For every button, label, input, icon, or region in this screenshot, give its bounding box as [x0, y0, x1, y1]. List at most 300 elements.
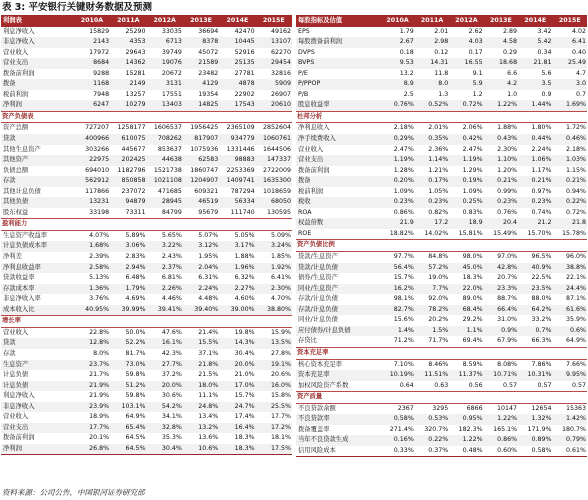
value-cell: 20.2%: [428, 316, 449, 324]
value-cell: 50.0%: [125, 328, 146, 336]
value-cell: 3131: [147, 79, 183, 90]
value-cell: 98883: [219, 155, 255, 166]
value-cell: 0.20%: [380, 176, 414, 187]
value-cell: 81.7%: [125, 349, 146, 357]
value-cell: 31.0%: [497, 316, 518, 324]
value-cell: 1.96%: [219, 263, 255, 274]
value-cell: 95679: [198, 208, 219, 216]
value-cell: 22975: [74, 155, 110, 166]
year-header: 2013E: [183, 16, 219, 27]
value-cell: 0.23%: [415, 197, 449, 208]
value-cell: 5.09%: [270, 231, 291, 239]
value-cell: 47.6%: [161, 328, 182, 336]
section-header-row: [296, 392, 587, 404]
section-header-row: [1, 219, 292, 231]
value-cell: 4129: [183, 79, 219, 90]
value-cell: 1.68%: [74, 241, 110, 252]
value-cell: 0.22%: [553, 197, 588, 208]
value-cell: 2.83%: [125, 253, 146, 261]
value-cell: 1.20%: [497, 166, 518, 174]
row-label: 生息资产: [1, 360, 74, 371]
value-cell: 42.3%: [161, 349, 182, 357]
row-label: 贷款: [1, 338, 74, 349]
row-label: 营业收入: [298, 145, 324, 153]
value-cell: 96.5%: [531, 253, 552, 261]
value-cell: 27781: [234, 69, 255, 77]
row-label: 存款/计息负债: [296, 305, 380, 316]
value-cell: 5909: [256, 79, 292, 90]
table-row: [296, 90, 587, 101]
value-cell: 0.83%: [462, 208, 483, 216]
value-cell: 18.3%: [462, 274, 483, 282]
value-cell: 67.9%: [497, 337, 518, 345]
value-cell: 45072: [198, 48, 219, 56]
value-cell: 11.8: [434, 69, 449, 77]
value-cell: 0.72%: [565, 208, 586, 216]
table-row: [296, 145, 587, 156]
value-cell: 18.68: [484, 58, 518, 69]
value-cell: 0.21%: [518, 176, 552, 187]
row-label: 资产总额: [3, 124, 29, 132]
value-cell: 1.21%: [428, 166, 449, 174]
value-cell: 27.8%: [270, 349, 291, 357]
value-cell: 0.9%: [484, 326, 518, 337]
value-cell: 8.0: [415, 79, 449, 90]
value-cell: 21.0%: [234, 371, 255, 379]
value-cell: 5.07%: [198, 231, 219, 239]
value-cell: 66.3%: [531, 337, 552, 345]
table-row: [1, 381, 292, 392]
value-cell: 0.53%: [415, 414, 449, 425]
table-row: [296, 370, 587, 381]
value-cell: 71.7%: [428, 337, 449, 345]
value-cell: 33.2%: [531, 316, 552, 324]
row-label: 营业支出: [296, 155, 380, 166]
row-label: 负债总额: [3, 166, 29, 174]
value-cell: 78.2%: [415, 305, 449, 316]
value-cell: 13.6%: [198, 434, 219, 442]
row-label: 利息净收入: [3, 27, 35, 35]
value-cell: 0.18: [399, 48, 414, 56]
value-cell: 32816: [270, 69, 291, 77]
value-cell: 202425: [110, 155, 146, 166]
value-cell: 15.49%: [493, 229, 518, 237]
value-cell: 18.3%: [234, 434, 255, 442]
table-row: [1, 402, 292, 413]
value-cell: 37.2%: [161, 371, 182, 379]
value-cell: 2.47%: [462, 145, 483, 153]
section-header-row: [296, 347, 587, 359]
left-table-body: [1, 16, 292, 454]
value-cell: 7.7%: [415, 284, 449, 295]
value-cell: 6.32%: [234, 274, 255, 282]
value-cell: 36694: [198, 27, 219, 35]
value-cell: 0.57: [537, 381, 552, 389]
value-cell: 0.99%: [497, 187, 518, 195]
row-label: 税前利润: [298, 187, 324, 195]
right-table-body: [296, 16, 587, 456]
value-cell: 65.4%: [110, 423, 146, 434]
value-cell: 17.7%: [270, 413, 291, 421]
value-cell: 0.46%: [553, 134, 588, 145]
value-cell: 10.71%: [484, 370, 518, 381]
value-cell: 2.58%: [74, 263, 110, 274]
value-cell: 10.6%: [183, 444, 219, 455]
table-row: [296, 229, 587, 240]
value-cell: 38.80%: [256, 305, 292, 316]
row-label: 营业收入: [3, 413, 29, 421]
value-cell: 30.6%: [161, 392, 182, 400]
value-cell: 13231: [74, 197, 110, 208]
value-cell: 0.82%: [428, 208, 449, 216]
value-cell: 2.06%: [462, 124, 483, 132]
value-cell: 708262: [147, 134, 183, 145]
value-cell: 0.76%: [380, 100, 414, 111]
year-header: 2011A: [415, 16, 449, 27]
table-row: [296, 176, 587, 187]
table-row: [1, 327, 292, 338]
value-cell: 0.7%: [518, 326, 552, 337]
value-cell: 9.53: [380, 58, 414, 69]
table-row: [1, 145, 292, 156]
section-header-row: [1, 316, 292, 328]
value-cell: 17.0%: [219, 381, 255, 392]
value-cell: 0.58%: [531, 446, 552, 454]
row-label: 权益倍数: [296, 218, 380, 229]
value-cell: 42.8%: [484, 263, 518, 274]
table-row: [1, 273, 292, 284]
table-row: [296, 37, 587, 48]
value-cell: 17543: [219, 100, 255, 111]
value-cell: 471685: [157, 187, 182, 195]
value-cell: 52.2%: [110, 338, 146, 349]
value-cell: 0.61%: [565, 446, 586, 454]
value-cell: 4.69%: [125, 295, 146, 303]
value-cell: 0.48%: [462, 446, 483, 454]
value-cell: 0.34: [537, 48, 552, 56]
value-cell: 39.40%: [183, 305, 219, 316]
value-cell: 4.58: [484, 37, 518, 48]
row-label: 同业/生息资产: [296, 284, 380, 295]
value-cell: 1.3: [438, 90, 449, 98]
row-label: 净利润: [1, 100, 74, 111]
value-cell: 21.81: [518, 58, 552, 69]
year-header: 2012A: [147, 16, 183, 27]
year-header: 2012A: [449, 16, 483, 27]
value-cell: 15.9%: [270, 328, 291, 336]
header-row: [1, 16, 292, 27]
value-cell: 1860747: [190, 166, 219, 174]
value-cell: 16.2%: [380, 284, 414, 295]
value-cell: 13.5%: [256, 338, 292, 349]
value-cell: 12654: [531, 404, 552, 412]
value-cell: 0.57: [503, 381, 518, 389]
value-cell: 18.0%: [183, 381, 219, 392]
value-cell: 1.1%: [449, 326, 483, 337]
value-cell: 2.5: [403, 90, 414, 98]
value-cell: 20672: [161, 69, 182, 77]
value-cell: 9288: [93, 69, 110, 77]
value-cell: 3.12%: [183, 241, 219, 252]
value-cell: 1021108: [147, 176, 183, 187]
value-cell: 2.30%: [497, 145, 518, 153]
table-row: [296, 166, 587, 177]
value-cell: 46519: [183, 197, 219, 208]
table-row: [296, 252, 587, 263]
value-cell: 11.37%: [449, 370, 483, 381]
row-label: 计息负债: [3, 371, 29, 379]
row-label: BVPS: [296, 58, 380, 69]
right-table-panel: [296, 15, 587, 457]
value-cell: 2.01: [434, 27, 449, 35]
value-cell: 0.95%: [449, 414, 483, 425]
value-cell: 0.76%: [497, 208, 518, 216]
value-cell: 82.7%: [380, 305, 414, 316]
value-cell: 11.1%: [198, 392, 219, 400]
value-cell: 23.3%: [484, 284, 518, 295]
value-cell: 1.09%: [462, 187, 483, 195]
row-label: 非息净收入率: [3, 295, 41, 303]
value-cell: 1.79: [399, 27, 414, 35]
value-cell: 0.35%: [415, 134, 449, 145]
row-label: 存款: [1, 176, 74, 187]
table-row: [296, 263, 587, 274]
row-label: 其他生息资产: [3, 145, 41, 153]
value-cell: 3.24%: [256, 241, 292, 252]
table-row: [1, 370, 292, 381]
section-title: 资产负债表: [1, 111, 292, 123]
value-cell: 1521738: [153, 166, 182, 174]
row-label: 资本充足率: [296, 370, 380, 381]
section-title: 增长率: [1, 316, 292, 328]
value-cell: 5.05%: [234, 231, 255, 239]
value-cell: 97.7%: [393, 253, 414, 261]
value-cell: 0.19%: [449, 176, 483, 187]
table-row: [296, 58, 587, 69]
row-label: 生息资产收益率: [3, 231, 48, 239]
value-cell: 2722009: [262, 166, 291, 174]
table-row: [1, 230, 292, 241]
value-cell: 2.98: [415, 37, 449, 48]
value-cell: 1.28%: [393, 166, 414, 174]
value-cell: 8.46%: [428, 360, 449, 368]
value-cell: 38.8%: [553, 263, 588, 274]
year-header: 2015E: [256, 16, 292, 27]
value-cell: 0.6%: [553, 326, 588, 337]
value-cell: 6.48%: [125, 274, 146, 282]
row-label: 其他资产: [1, 155, 74, 166]
value-cell: 1.88%: [234, 253, 255, 261]
value-cell: 39749: [161, 48, 182, 56]
value-cell: 8.59%: [462, 360, 483, 368]
value-cell: 6.31%: [198, 274, 219, 282]
value-cell: 1.5%: [415, 326, 449, 337]
value-cell: 5.42: [518, 37, 552, 48]
value-cell: 1635300: [256, 176, 292, 187]
value-cell: 8378: [183, 37, 219, 48]
value-cell: 237072: [121, 187, 146, 195]
value-cell: 7.66%: [565, 360, 586, 368]
table-row: [296, 273, 587, 284]
value-cell: 0.63: [434, 381, 449, 389]
value-cell: 13.2: [399, 69, 414, 77]
value-cell: 1.42%: [553, 414, 588, 425]
value-cell: 27.7%: [147, 360, 183, 371]
value-cell: 3.5: [518, 79, 552, 90]
value-cell: 15281: [125, 69, 146, 77]
value-cell: 0.23%: [380, 197, 414, 208]
value-cell: 25290: [125, 27, 146, 35]
table-row: [296, 123, 587, 134]
table-row: [296, 381, 587, 392]
value-cell: 1.80%: [531, 124, 552, 132]
value-cell: 0.21%: [553, 176, 588, 187]
value-cell: 33198: [89, 208, 110, 216]
row-label: EPS: [298, 27, 310, 35]
table-row: [296, 69, 587, 80]
value-cell: 29643: [125, 48, 146, 56]
table-row: [1, 37, 292, 48]
value-cell: 0.86%: [393, 208, 414, 216]
value-cell: 98.0%: [462, 253, 483, 261]
value-cell: 0.29%: [380, 134, 414, 145]
value-cell: 8.9: [380, 79, 414, 90]
value-cell: 787294: [230, 187, 255, 195]
row-label: 不良贷款余额: [298, 404, 336, 412]
value-cell: 3.22%: [147, 241, 183, 252]
row-label: 存款: [3, 349, 16, 357]
value-cell: 0.43%: [484, 134, 518, 145]
value-cell: 1644506: [262, 145, 291, 153]
value-cell: 51.2%: [110, 381, 146, 392]
value-cell: 0.60%: [497, 446, 518, 454]
value-cell: 0.37%: [428, 446, 449, 454]
value-cell: 1018659: [262, 187, 291, 195]
value-cell: 14.31: [415, 58, 449, 69]
value-cell: 0.17%: [415, 176, 449, 187]
value-cell: 25.5%: [256, 402, 292, 413]
table-row: [1, 412, 292, 423]
table-row: [296, 305, 587, 316]
value-cell: 21.4%: [198, 328, 219, 336]
table-row: [1, 241, 292, 252]
value-cell: 1.79%: [110, 284, 146, 295]
value-cell: 2.24%: [183, 284, 219, 295]
value-cell: 0.29: [503, 48, 518, 56]
value-cell: 30.4%: [234, 349, 255, 357]
value-cell: 21589: [183, 58, 219, 69]
value-cell: 97.0%: [497, 253, 518, 261]
value-cell: 2.26%: [147, 284, 183, 295]
value-cell: 3.17%: [219, 241, 255, 252]
row-label: 贷款/生息资产: [298, 253, 338, 261]
row-label: 信用风险成本: [298, 446, 336, 454]
value-cell: 57.2%: [415, 263, 449, 274]
table-row: [296, 315, 587, 326]
value-cell: 88.7%: [497, 295, 518, 303]
value-cell: 62583: [183, 155, 219, 166]
table-row: [296, 48, 587, 59]
value-cell: 2.94%: [110, 263, 146, 274]
value-cell: 1.14%: [415, 155, 449, 166]
table-row: [296, 446, 587, 457]
table-row: [296, 326, 587, 337]
value-cell: 32.8%: [147, 423, 183, 434]
value-cell: 17.4%: [234, 413, 255, 421]
value-cell: 24.8%: [183, 402, 219, 413]
value-cell: 29454: [256, 58, 292, 69]
table-row: [1, 90, 292, 101]
value-cell: 6.41%: [270, 274, 291, 282]
value-cell: 2.24%: [531, 145, 552, 153]
value-cell: 1.09%: [393, 187, 414, 195]
row-label: 净利息收益率: [1, 263, 74, 274]
table-row: [296, 187, 587, 198]
row-label: 营业支出: [1, 423, 74, 434]
row-label: 存款/计息负债: [298, 295, 338, 303]
value-cell: 8.0%: [93, 349, 110, 357]
value-cell: 1.22%: [484, 414, 518, 425]
value-cell: 19076: [147, 58, 183, 69]
value-cell: 25.49: [553, 58, 588, 69]
value-cell: 4.03: [449, 37, 483, 48]
value-cell: 445677: [121, 145, 146, 153]
value-cell: 0.42%: [449, 134, 483, 145]
row-label: 贷款: [1, 134, 74, 145]
value-cell: 15.7%: [234, 392, 255, 400]
value-cell: 180.7%: [561, 425, 586, 433]
table-row: [1, 79, 292, 90]
row-label: 计息负债成本率: [1, 241, 74, 252]
value-cell: 694010: [85, 166, 110, 174]
value-cell: 24.4%: [553, 284, 588, 295]
value-cell: 23.5%: [518, 284, 552, 295]
value-cell: 15.8%: [270, 392, 291, 400]
value-cell: 22902: [234, 90, 255, 98]
value-cell: 64.9%: [125, 413, 146, 421]
value-cell: 2367: [397, 404, 414, 412]
value-cell: 1.29%: [462, 166, 483, 174]
row-label: 非息净收入: [1, 37, 74, 48]
value-cell: 1204907: [183, 176, 219, 187]
row-label: P/PPOP: [296, 79, 380, 90]
value-cell: 9.1: [472, 69, 483, 77]
value-cell: 0.64: [399, 381, 414, 389]
table-title-cell: 每股指标及估值: [296, 16, 380, 27]
value-cell: 1.2: [472, 90, 483, 98]
value-cell: 0.89%: [518, 435, 552, 446]
value-cell: 2852604: [262, 124, 291, 132]
value-cell: 10445: [219, 37, 255, 48]
value-cell: 26.8%: [74, 444, 110, 455]
value-cell: 0.40: [571, 48, 586, 56]
row-label: 税前利润: [3, 90, 29, 98]
row-label: 债券/生息资产: [298, 274, 338, 282]
value-cell: 2.89: [503, 27, 518, 35]
value-cell: 0.25%: [449, 197, 483, 208]
value-cell: 15.6%: [393, 316, 414, 324]
value-cell: 39.99%: [110, 305, 146, 316]
value-cell: 1.19%: [449, 155, 483, 166]
value-cell: 49162: [270, 27, 291, 35]
value-cell: 2.18%: [393, 124, 414, 132]
value-cell: 171.9%: [527, 425, 552, 433]
source-note: 资料来源：公司公告，中国银河证券研究部: [2, 488, 145, 497]
value-cell: 1.32%: [518, 414, 552, 425]
value-cell: 1182796: [117, 166, 146, 174]
value-cell: 20.1%: [89, 434, 110, 442]
value-cell: 7948: [93, 90, 110, 98]
